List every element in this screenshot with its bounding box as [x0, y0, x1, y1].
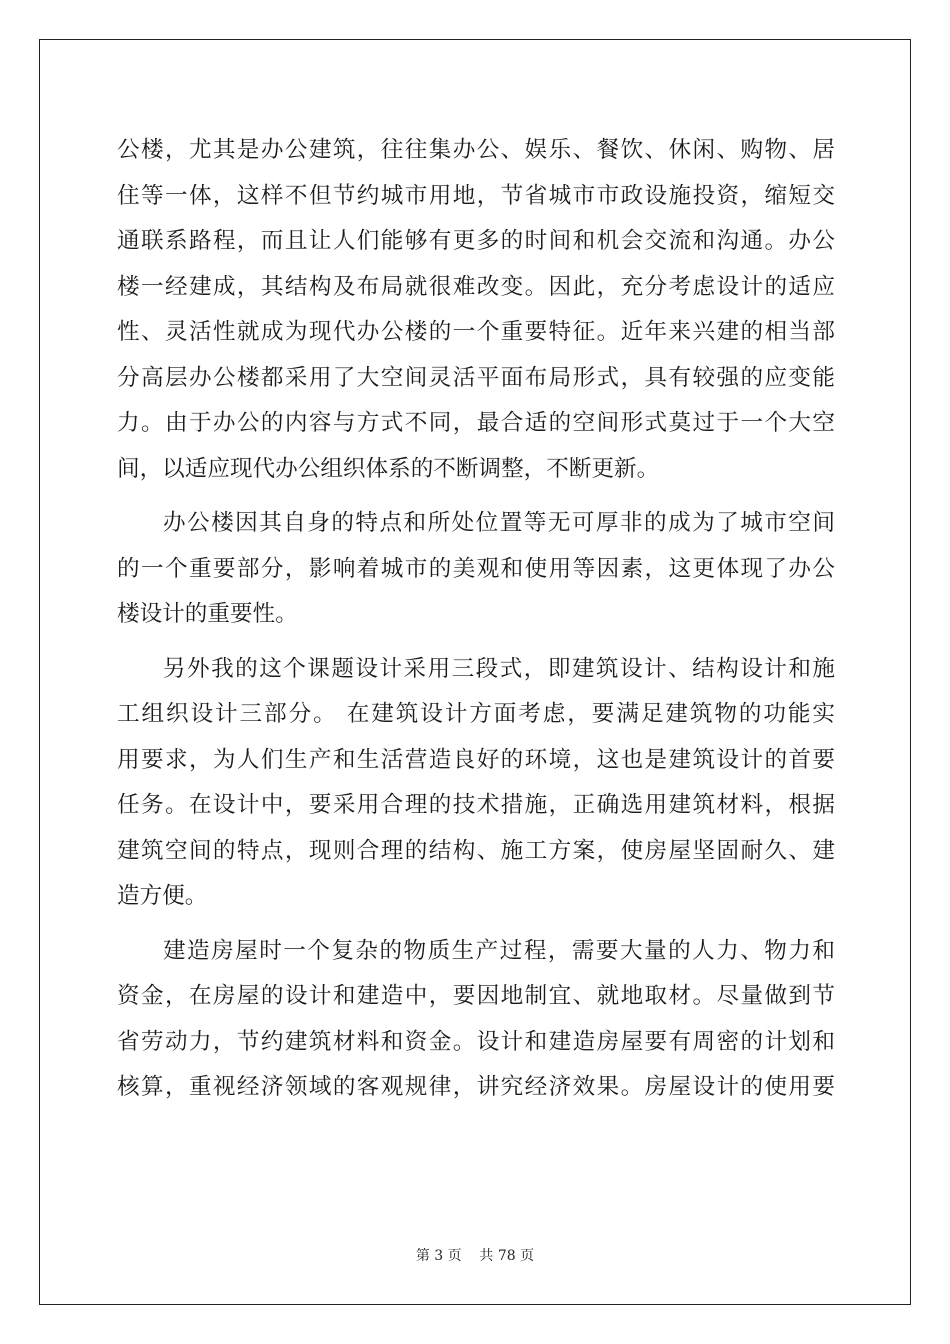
text-line: 任务。在设计中，要采用合理的技术措施，正确选用建筑材料，根据 — [117, 792, 835, 818]
text-line: 性、灵活性就成为现代办公楼的一个重要特征。近年来兴建的相当部 — [117, 319, 835, 345]
text-line: 楼设计的重要性。 — [117, 601, 298, 627]
paragraph — [117, 647, 835, 920]
text-line: 用要求，为人们生产和生活营造良好的环境，这也是建筑设计的首要 — [117, 746, 835, 773]
text-line: 核算，重视经济领域的客观规律，讲究经济效果。房屋设计的使用要 — [117, 1074, 835, 1100]
text-line: 通联系路程，而且让人们能够有更多的时间和机会交流和沟通。办公 — [117, 228, 835, 254]
document-body — [117, 128, 835, 1111]
paragraph — [117, 929, 835, 1111]
text-line: 建造房屋时一个复杂的物质生产过程，需要大量的人力、物力和 — [163, 937, 835, 964]
text-line: 力。由于办公的内容与方式不同，最合适的空间形式莫过于一个大空 — [117, 410, 835, 436]
text-line: 办公楼因其自身的特点和所处位置等无可厚非的成为了城市空间 — [163, 510, 835, 536]
paragraph — [117, 128, 835, 492]
text-line: 公楼，尤其是办公建筑，往往集办公、娱乐、餐饮、休闲、购物、居 — [117, 137, 835, 163]
text-line: 工组织设计三部分。 在建筑设计方面考虑，要满足建筑物的功能实 — [117, 701, 835, 727]
text-line: 资金，在房屋的设计和建造中，要因地制宜、就地取材。尽量做到节 — [117, 983, 835, 1009]
text-line: 住等一体，这样不但节约城市用地，节省城市市政设施投资，缩短交 — [117, 182, 835, 209]
paragraph — [117, 501, 835, 638]
page-number: 第 3 页 共 78 页 — [415, 1248, 535, 1264]
text-line: 造方便。 — [117, 883, 208, 909]
text-line: 建筑空间的特点，现则合理的结构、施工方案，使房屋坚固耐久、建 — [117, 837, 835, 864]
text-line: 分高层办公楼都采用了大空间灵活平面布局形式，具有较强的应变能 — [117, 364, 835, 391]
text-line: 的一个重要部分，影响着城市的美观和使用等因素，这更体现了办公 — [117, 555, 835, 582]
text-line: 另外我的这个课题设计采用三段式，即建筑设计、结构设计和施 — [163, 655, 835, 682]
text-line: 楼一经建成，其结构及布局就很难改变。因此，充分考虑设计的适应 — [117, 273, 835, 300]
text-line: 省劳动力，节约建筑材料和资金。设计和建造房屋要有周密的计划和 — [117, 1028, 835, 1055]
text-line: 间，以适应现代办公组织体系的不断调整，不断更新。 — [117, 455, 660, 482]
